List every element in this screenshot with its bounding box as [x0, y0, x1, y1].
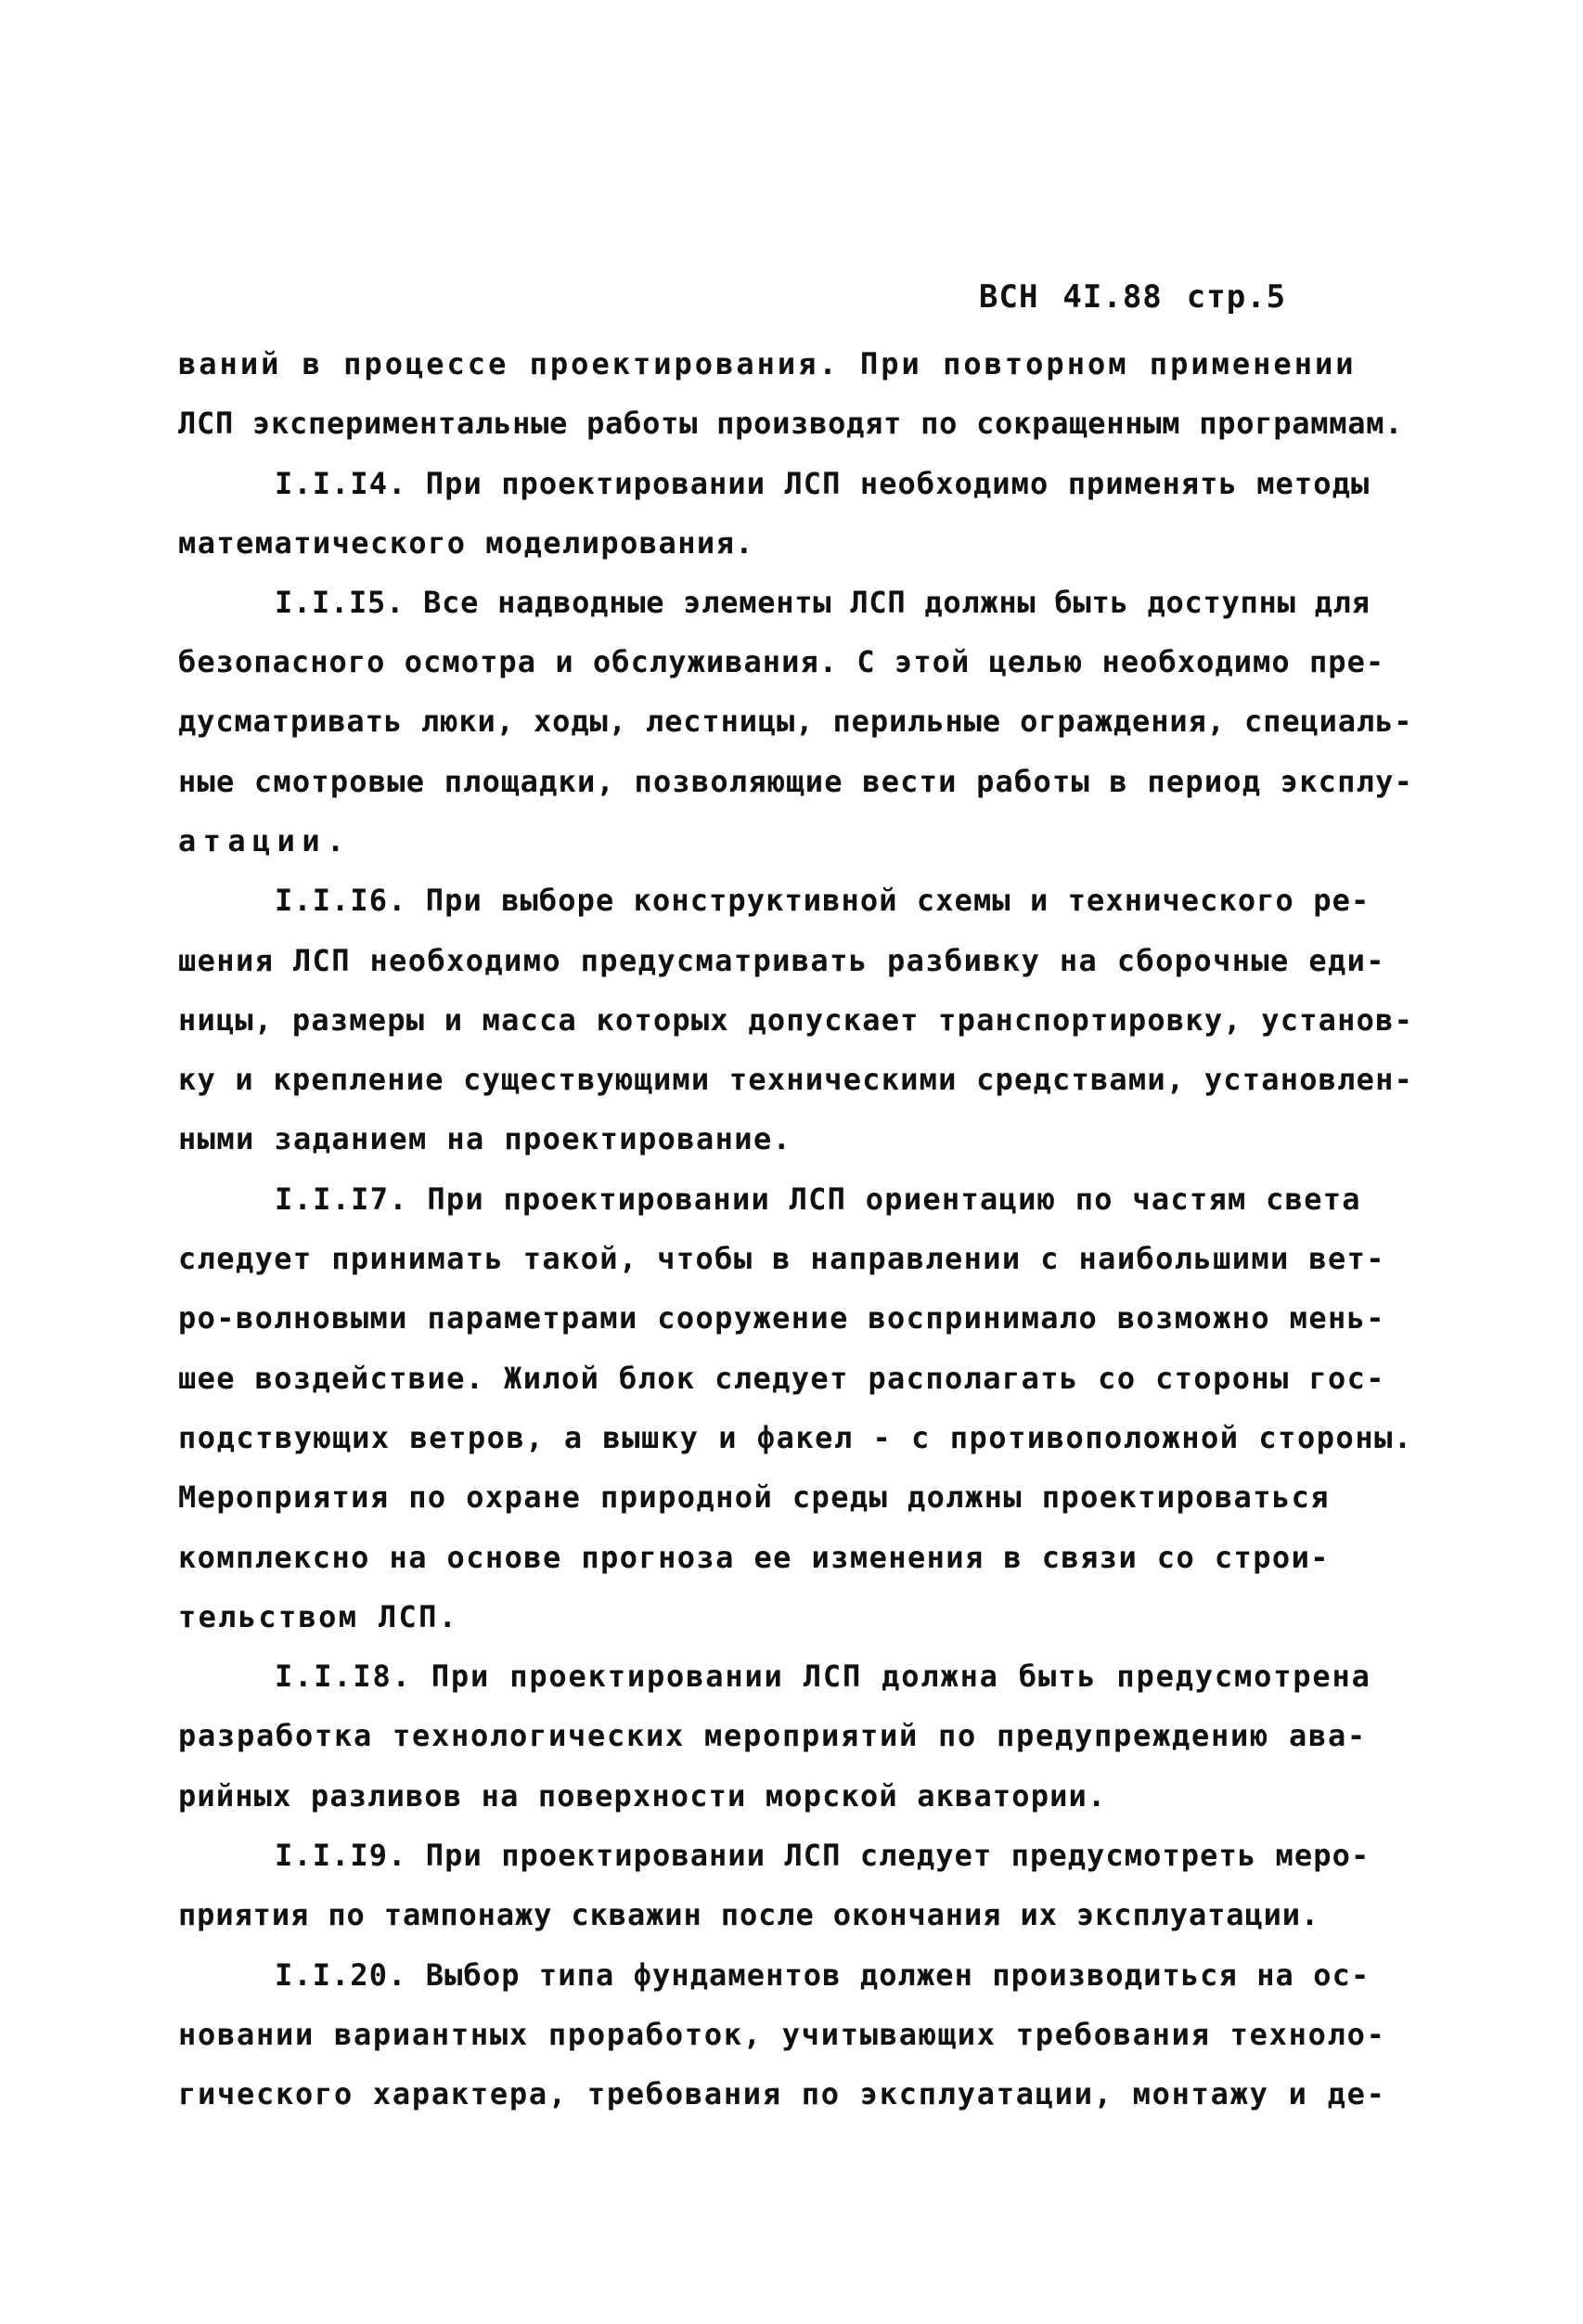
paragraph-1-1-15-start: I.I.I5. Все надводные элементы ЛСП должны быть доступны для: [275, 585, 1371, 620]
paragraph-1-1-20-start: I.I.20. Выбор типа фундаментов должен производиться на ос-: [275, 1957, 1371, 1993]
page-number: стр.5: [1186, 278, 1287, 316]
text-line: ваний в процессе проектирования. При повторном применении: [178, 346, 1357, 381]
text-line: новании вариантных проработок, учитывающих требования техноло-: [178, 2017, 1386, 2052]
text-line: ными заданием на проектирование.: [178, 1121, 792, 1156]
text-line: подствующих ветров, а вышку и факел - с противоположной стороны.: [178, 1420, 1413, 1455]
text-line: шения ЛСП необходимо предусматривать разбивку на сборочные еди-: [178, 943, 1385, 978]
paragraph-1-1-14-start: I.I.I4. При проектировании ЛСП необходимо применять методы: [275, 466, 1371, 501]
text-line: атации.: [178, 823, 352, 859]
text-line: рийных разливов на поверхности морской акватории.: [178, 1778, 1107, 1814]
paragraph-1-1-19-start: I.I.I9. При проектировании ЛСП следует предусмотреть меро-: [275, 1838, 1371, 1873]
doc-number: 4I.88: [1062, 278, 1163, 316]
text-line: дусматривать люки, ходы, лестницы, перильные ограждения, специаль-: [178, 704, 1413, 739]
page-header: [979, 278, 1310, 316]
text-line: разработка технологических мероприятий по предупреждению ава-: [178, 1718, 1367, 1753]
text-line: гического характера, требования по эксплуатации, монтажу и де-: [178, 2076, 1386, 2111]
paragraph-1-1-16-start: I.I.I6. При выборе конструктивной схемы и технического ре-: [275, 883, 1371, 918]
text-line: безопасного осмотра и обслуживания. С этой целью необходимо пре-: [178, 644, 1385, 679]
paragraph-1-1-18-start: I.I.I8. При проектировании ЛСП должна быть предусмотрена: [275, 1659, 1371, 1694]
text-line: тельством ЛСП.: [178, 1599, 459, 1634]
text-line: шее воздействие. Жилой блок следует располагать со стороны гос-: [178, 1361, 1385, 1396]
paragraph-1-1-17-start: I.I.I7. При проектировании ЛСП ориентацию по частям света: [275, 1181, 1361, 1217]
text-line: ро-волновыми параметрами сооружение воспринимало возможно мень-: [178, 1300, 1385, 1336]
text-line: комплексно на основе прогноза ее изменения в связи со строи-: [178, 1540, 1330, 1575]
text-line: математического моделирования.: [178, 525, 755, 561]
text-line: ку и крепление существующими техническими средствами, установлен-: [178, 1062, 1414, 1097]
text-line: ницы, размеры и масса которых допускает транспортировку, установ-: [178, 1002, 1414, 1038]
text-line: приятия по тампонажу скважин после окончания их эксплуатации.: [178, 1897, 1320, 1932]
text-line: Мероприятия по охране природной среды должны проектироваться: [178, 1479, 1330, 1515]
text-line: следует принимать такой, чтобы в направлении с наибольшими вет-: [178, 1241, 1385, 1276]
text-line: ные смотровые площадки, позволяющие вести работы в период эксплу-: [178, 764, 1414, 799]
text-line: ЛСП экспериментальные работы производят по сокращенным программам.: [178, 406, 1404, 441]
doc-code: ВСН: [979, 278, 1039, 316]
